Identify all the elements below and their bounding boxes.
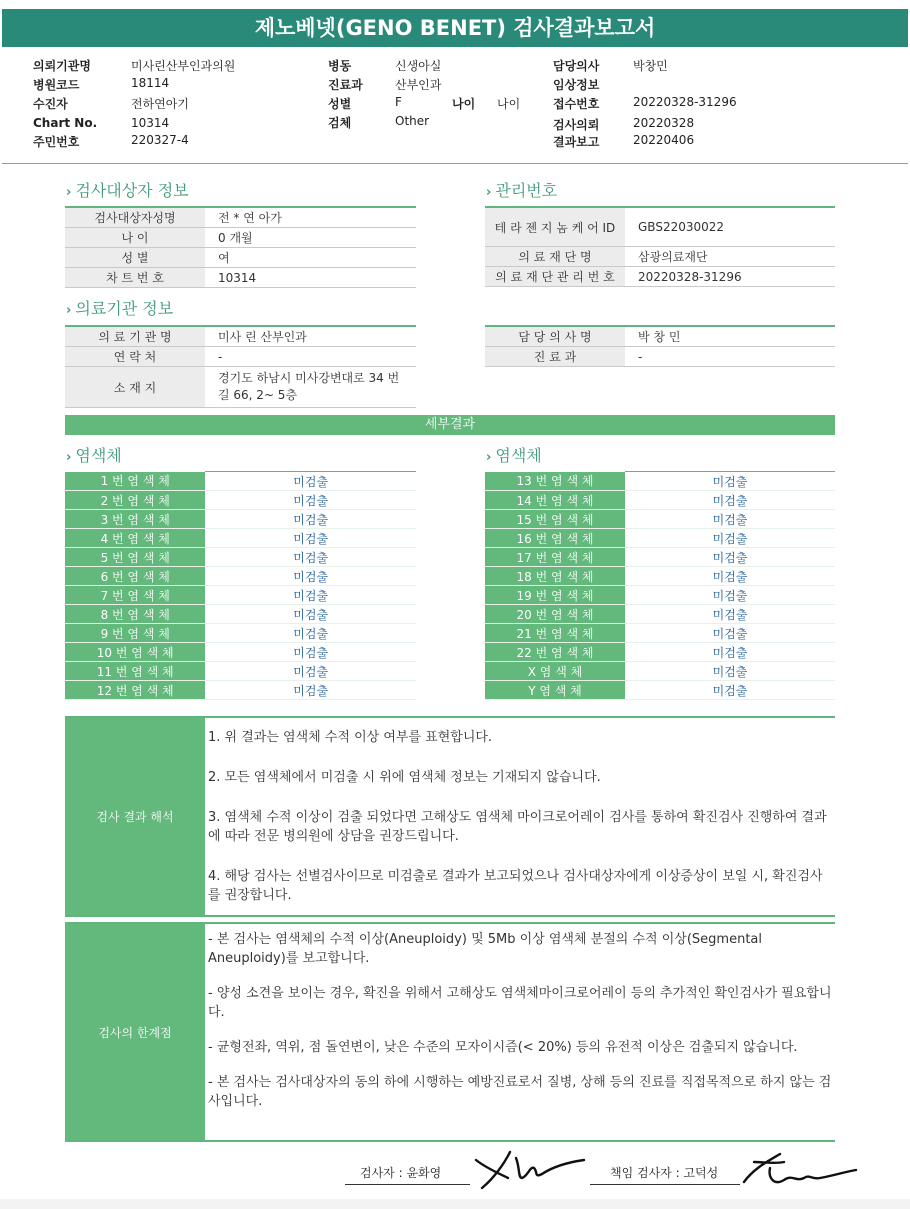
interpretation-body bbox=[208, 728, 835, 905]
section-title-text: 의료기관 정보 bbox=[75, 299, 174, 318]
table-value: 20220328-31296 bbox=[625, 267, 835, 287]
header-label: 나이 bbox=[452, 97, 476, 111]
section-title-text: 검사대상자 정보 bbox=[75, 181, 189, 200]
header-label: 수진자 bbox=[33, 97, 68, 111]
table-row bbox=[485, 267, 835, 287]
subject-info-table bbox=[65, 206, 416, 288]
chromosome-row bbox=[485, 681, 835, 700]
chromosome-name: 17 번 염 색 체 bbox=[485, 548, 625, 567]
section-title-text: 관리번호 bbox=[495, 181, 558, 200]
chevron-right-icon: › bbox=[66, 185, 72, 200]
chromosome-name: 9 번 염 색 체 bbox=[65, 624, 205, 643]
chromosome-row bbox=[65, 605, 416, 624]
header-label: 접수번호 bbox=[553, 97, 600, 111]
chromosome-row bbox=[485, 472, 835, 491]
table-row bbox=[485, 326, 835, 347]
supervisor-signature bbox=[740, 1148, 860, 1192]
table-key: 의 료 재 단 관 리 번 호 bbox=[485, 267, 625, 287]
chromosome-result: 미검출 bbox=[625, 491, 835, 510]
header-value: 신생아실 bbox=[395, 59, 442, 73]
table-row bbox=[65, 248, 416, 268]
chevron-right-icon: › bbox=[66, 303, 72, 318]
table-row bbox=[485, 347, 835, 367]
header-label: 성별 bbox=[328, 97, 352, 111]
table-key: 의 료 재 단 명 bbox=[485, 247, 625, 267]
table-value: 미사 린 산부인과 bbox=[205, 326, 416, 347]
header-value: 미사린산부인과의원 bbox=[131, 59, 236, 73]
chromosome-result: 미검출 bbox=[205, 529, 416, 548]
header-value: 10314 bbox=[131, 116, 170, 130]
chromosome-name: 7 번 염 색 체 bbox=[65, 586, 205, 605]
chromosome-result: 미검출 bbox=[625, 510, 835, 529]
chromosome-name: 12 번 염 색 체 bbox=[65, 681, 205, 700]
supervisor-signature-line bbox=[590, 1184, 740, 1185]
table-value: 삼광의료재단 bbox=[625, 247, 835, 267]
chromosome-row bbox=[65, 586, 416, 605]
examiner-signature-line bbox=[345, 1184, 470, 1185]
chromosome-result: 미검출 bbox=[205, 472, 416, 491]
chromosome-result: 미검출 bbox=[625, 624, 835, 643]
chromosome-name: 20 번 염 색 체 bbox=[485, 605, 625, 624]
header-value: 산부인과 bbox=[395, 78, 442, 92]
chromosome-result: 미검출 bbox=[205, 510, 416, 529]
chromosome-row bbox=[65, 491, 416, 510]
chromosome-name: 6 번 염 색 체 bbox=[65, 567, 205, 586]
limitations-body bbox=[208, 930, 835, 1111]
table-key: 성 별 bbox=[65, 248, 205, 268]
section-title-chromosome-right bbox=[486, 443, 542, 466]
chromosome-name: 22 번 염 색 체 bbox=[485, 643, 625, 662]
chromosome-row bbox=[485, 491, 835, 510]
header-value: F bbox=[395, 95, 402, 109]
chromosome-result: 미검출 bbox=[625, 681, 835, 700]
table-row bbox=[65, 228, 416, 248]
table-value: 0 개월 bbox=[205, 228, 416, 248]
institution-table bbox=[65, 325, 416, 408]
chromosome-row bbox=[65, 529, 416, 548]
chromosome-result: 미검출 bbox=[205, 491, 416, 510]
header-label: 임상정보 bbox=[553, 78, 600, 92]
chromosome-name: 8 번 염 색 체 bbox=[65, 605, 205, 624]
table-key: 담 당 의 사 명 bbox=[485, 326, 625, 347]
table-key: 연 락 처 bbox=[65, 347, 205, 367]
chromosome-name: 15 번 염 색 체 bbox=[485, 510, 625, 529]
table-value: - bbox=[625, 347, 835, 367]
table-row bbox=[65, 207, 416, 228]
table-key: 테 라 젠 지 놈 케 어 ID bbox=[485, 207, 625, 247]
table-row bbox=[65, 268, 416, 288]
limitation-item: - 균형전좌, 역위, 점 돌연변이, 낮은 수준의 모자이시즘(< 20%) 등의 유전적 이상은 검출되지 않습니다. bbox=[208, 1040, 798, 1055]
chromosome-row bbox=[485, 624, 835, 643]
chromosome-result: 미검출 bbox=[625, 548, 835, 567]
header-label: 결과보고 bbox=[553, 135, 600, 149]
interpretation-label: 검사 결과 해석 bbox=[65, 718, 205, 915]
chromosome-result: 미검출 bbox=[625, 662, 835, 681]
table-row bbox=[65, 326, 416, 347]
examiner-signature bbox=[470, 1148, 590, 1190]
header-divider bbox=[2, 163, 908, 164]
header-value: 전하연아기 bbox=[131, 97, 189, 111]
chevron-right-icon: › bbox=[66, 450, 72, 465]
chromosome-row bbox=[65, 472, 416, 491]
chromosome-row bbox=[65, 567, 416, 586]
header-label: 담당의사 bbox=[553, 59, 600, 73]
limitation-item: - 본 검사는 검사대상자의 동의 하에 시행하는 예방진료로서 질병, 상해 등의 진료를 직접목적으로 하지 않는 검사입니다. bbox=[208, 1075, 832, 1109]
report-title: 제노베넷(GENO BENET) 검사결과보고서 bbox=[2, 9, 908, 47]
table-value: - bbox=[205, 347, 416, 367]
header-label: 병원코드 bbox=[33, 78, 80, 92]
chromosome-row bbox=[485, 643, 835, 662]
interpretation-item: 4. 해당 검사는 선별검사이므로 미검출로 결과가 보고되었으나 검사대상자에게 이상증상이 보일 시, 확진검사를 권장합니다. bbox=[208, 869, 823, 903]
section-title-subject bbox=[66, 178, 189, 201]
table-row bbox=[65, 347, 416, 367]
chromosome-result: 미검출 bbox=[625, 586, 835, 605]
interpretation-item: 1. 위 결과는 염색체 수적 이상 여부를 표현합니다. bbox=[208, 730, 493, 745]
chromosome-row bbox=[485, 548, 835, 567]
header-value: 20220328-31296 bbox=[633, 95, 737, 109]
table-key: 소 재 지 bbox=[65, 367, 205, 408]
section-title-text: 염색체 bbox=[495, 446, 542, 465]
details-bar: 세부결과 bbox=[65, 415, 835, 435]
table-row bbox=[485, 207, 835, 247]
section-title-chromosome-left bbox=[66, 443, 122, 466]
header-label: Chart No. bbox=[33, 116, 98, 130]
chromosome-name: 16 번 염 색 체 bbox=[485, 529, 625, 548]
chromosome-row bbox=[485, 605, 835, 624]
chromosome-result: 미검출 bbox=[625, 529, 835, 548]
interpretation-box bbox=[65, 716, 835, 917]
table-row bbox=[65, 367, 416, 408]
chromosome-row bbox=[65, 510, 416, 529]
header-label: 검체 bbox=[328, 116, 352, 130]
chromosome-name: 14 번 염 색 체 bbox=[485, 491, 625, 510]
header-label: 의뢰기관명 bbox=[33, 59, 91, 73]
table-value: 박 창 민 bbox=[625, 326, 835, 347]
table-value: GBS22030022 bbox=[625, 207, 835, 247]
chromosome-row bbox=[485, 567, 835, 586]
chromosome-result: 미검출 bbox=[625, 472, 835, 491]
header-value: 20220406 bbox=[633, 133, 695, 147]
chromosome-result: 미검출 bbox=[205, 567, 416, 586]
header-value: 나이 bbox=[497, 97, 521, 111]
chromosome-result: 미검출 bbox=[625, 567, 835, 586]
chromosome-table-left bbox=[65, 471, 416, 700]
header-value: 220327-4 bbox=[131, 133, 189, 147]
table-value: 여 bbox=[205, 248, 416, 268]
chromosome-name: 10 번 염 색 체 bbox=[65, 643, 205, 662]
chromosome-row bbox=[65, 681, 416, 700]
chromosome-row bbox=[485, 529, 835, 548]
chromosome-result: 미검출 bbox=[205, 643, 416, 662]
table-key: 나 이 bbox=[65, 228, 205, 248]
table-row bbox=[485, 247, 835, 267]
chromosome-name: X 염 색 체 bbox=[485, 662, 625, 681]
chromosome-name: 19 번 염 색 체 bbox=[485, 586, 625, 605]
chromosome-result: 미검출 bbox=[205, 662, 416, 681]
chevron-right-icon: › bbox=[486, 185, 492, 200]
table-value: 10314 bbox=[205, 268, 416, 288]
header-label: 주민번호 bbox=[33, 135, 80, 149]
header-value: 박창민 bbox=[633, 59, 668, 73]
limitations-box bbox=[65, 922, 835, 1142]
chromosome-name: Y 염 색 체 bbox=[485, 681, 625, 700]
limitation-item: - 양성 소견을 보이는 경우, 확진을 위해서 고해상도 염색체마이크로어레이 등의 추가적인 확인검사가 필요합니다. bbox=[208, 986, 832, 1020]
section-title-management bbox=[486, 178, 557, 201]
chromosome-name: 18 번 염 색 체 bbox=[485, 567, 625, 586]
chromosome-row bbox=[65, 548, 416, 567]
header-label: 진료과 bbox=[328, 78, 363, 92]
section-title-text: 염색체 bbox=[75, 446, 122, 465]
table-key: 의 료 기 관 명 bbox=[65, 326, 205, 347]
table-value: 경기도 하남시 미사강변대로 34 번길 66, 2~ 5층 bbox=[205, 367, 416, 408]
table-key: 차 트 번 호 bbox=[65, 268, 205, 288]
header-value: 20220328 bbox=[633, 116, 695, 130]
chromosome-result: 미검출 bbox=[205, 605, 416, 624]
header-label: 검사의뢰 bbox=[553, 118, 600, 132]
chromosome-name: 5 번 염 색 체 bbox=[65, 548, 205, 567]
doctor-table bbox=[485, 325, 835, 367]
chromosome-row bbox=[65, 662, 416, 681]
chromosome-name: 2 번 염 색 체 bbox=[65, 491, 205, 510]
chromosome-result: 미검출 bbox=[205, 548, 416, 567]
chromosome-row bbox=[485, 662, 835, 681]
supervisor-label: 책임 검사자 : 고덕성 bbox=[610, 1166, 719, 1180]
chromosome-name: 4 번 염 색 체 bbox=[65, 529, 205, 548]
chromosome-name: 3 번 염 색 체 bbox=[65, 510, 205, 529]
limitations-label: 검사의 한계점 bbox=[65, 924, 205, 1140]
chromosome-table-right bbox=[485, 471, 835, 700]
limitation-item: - 본 검사는 염색체의 수적 이상(Aneuploidy) 및 5Mb 이상 염색체 분절의 수적 이상(Segmental Aneuploidy)를 보고합니다. bbox=[208, 932, 763, 966]
management-table bbox=[485, 206, 835, 287]
chromosome-name: 1 번 염 색 체 bbox=[65, 472, 205, 491]
chromosome-result: 미검출 bbox=[205, 681, 416, 700]
chromosome-row bbox=[65, 643, 416, 662]
chromosome-result: 미검출 bbox=[205, 624, 416, 643]
chromosome-name: 13 번 염 색 체 bbox=[485, 472, 625, 491]
section-title-institution bbox=[66, 296, 173, 319]
chromosome-result: 미검출 bbox=[205, 586, 416, 605]
chevron-right-icon: › bbox=[486, 450, 492, 465]
chromosome-name: 11 번 염 색 체 bbox=[65, 662, 205, 681]
header-label: 병동 bbox=[328, 59, 352, 73]
header-value: Other bbox=[395, 114, 430, 128]
chromosome-row bbox=[65, 624, 416, 643]
interpretation-item: 3. 염색체 수적 이상이 검출 되었다면 고해상도 염색체 마이크로어레이 검사를 통하여 확진검사 진행하여 결과에 따라 전문 병의원에 상담을 권장드립니다. bbox=[208, 810, 827, 844]
interpretation-item: 2. 모든 염색체에서 미검출 시 위에 염색체 정보는 기재되지 않습니다. bbox=[208, 770, 601, 785]
header-value: 18114 bbox=[131, 76, 170, 90]
chromosome-row bbox=[485, 586, 835, 605]
chromosome-result: 미검출 bbox=[625, 643, 835, 662]
chromosome-result: 미검출 bbox=[625, 605, 835, 624]
examiner-label: 검사자 : 윤화영 bbox=[360, 1166, 442, 1180]
table-key: 검사대상자성명 bbox=[65, 207, 205, 228]
table-value: 전 * 연 아가 bbox=[205, 207, 416, 228]
chromosome-row bbox=[485, 510, 835, 529]
table-key: 진 료 과 bbox=[485, 347, 625, 367]
chromosome-name: 21 번 염 색 체 bbox=[485, 624, 625, 643]
